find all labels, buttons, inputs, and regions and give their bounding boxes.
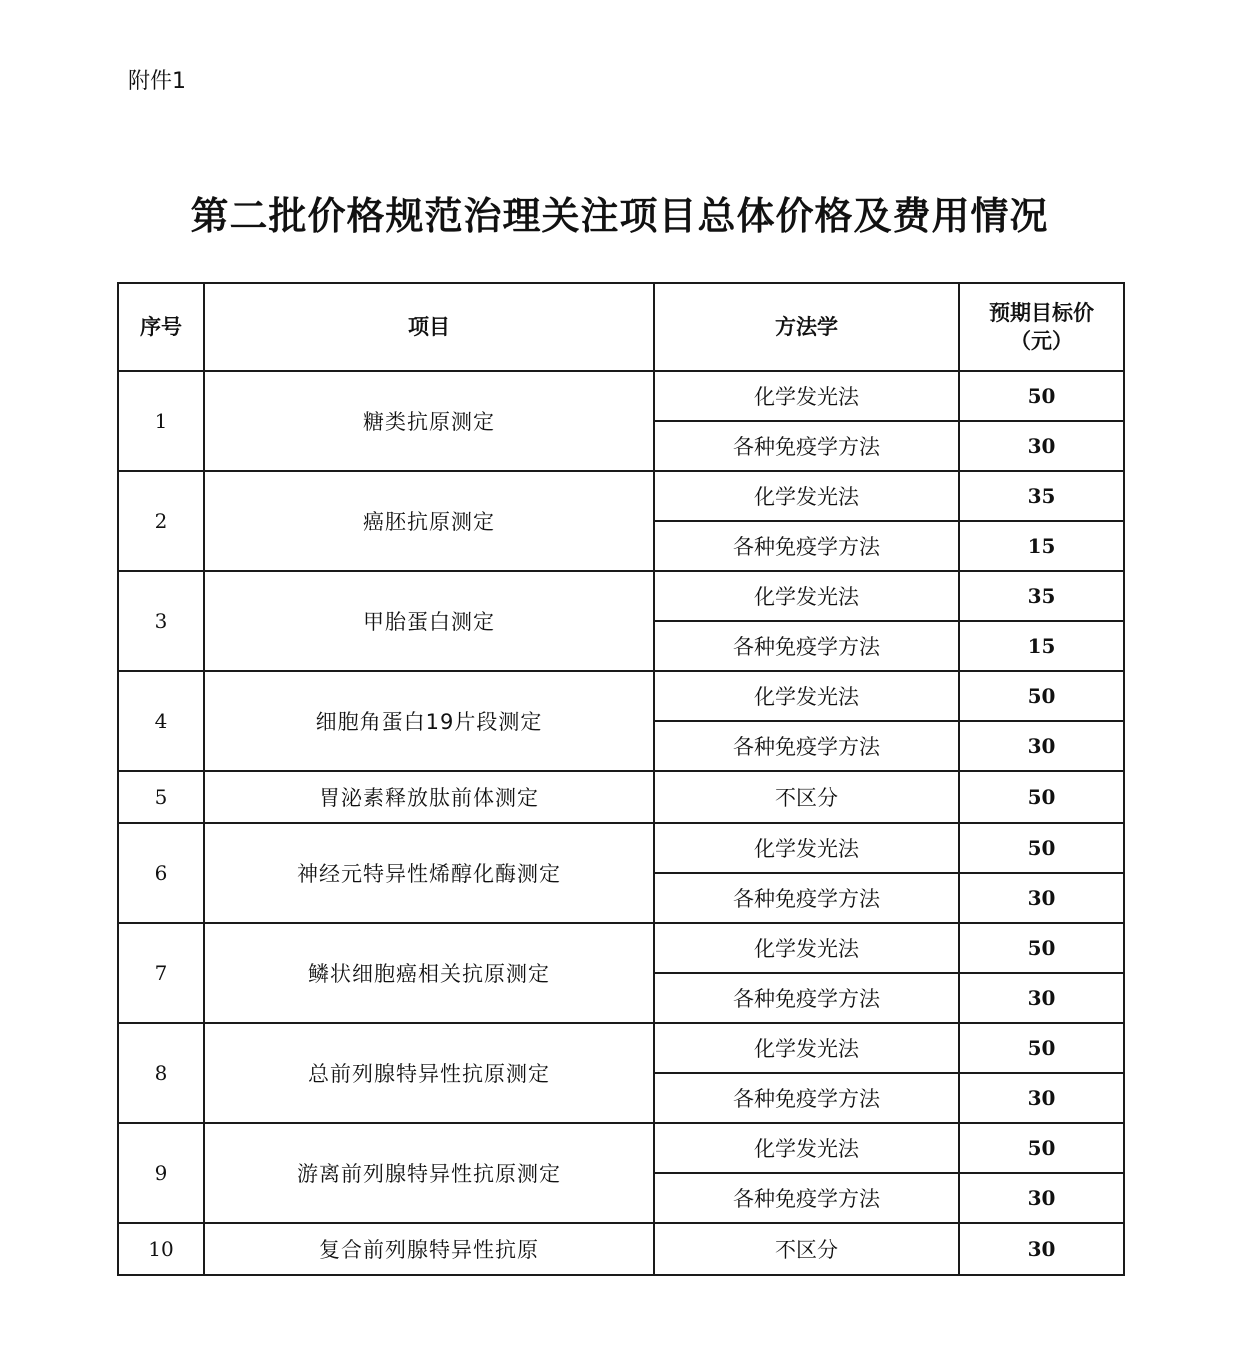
row-item: 胃泌素释放肽前体测定 (204, 771, 654, 823)
table-header-row (118, 283, 1124, 371)
header-method: 方法学 (654, 283, 959, 371)
row-number: 6 (118, 823, 204, 923)
row-method: 化学发光法 (654, 823, 959, 873)
row-method: 各种免疫学方法 (654, 721, 959, 771)
table-row (118, 771, 1124, 823)
row-method: 各种免疫学方法 (654, 873, 959, 923)
table-row (118, 671, 1124, 721)
row-price: 50 (959, 923, 1124, 973)
table-row (118, 1223, 1124, 1275)
table-row (118, 571, 1124, 621)
attachment-label: 附件1 (128, 69, 186, 94)
row-item: 总前列腺特异性抗原测定 (204, 1023, 654, 1123)
table-row (118, 923, 1124, 973)
row-method: 化学发光法 (654, 923, 959, 973)
row-method: 不区分 (654, 771, 959, 823)
row-item: 神经元特异性烯醇化酶测定 (204, 823, 654, 923)
row-item: 甲胎蛋白测定 (204, 571, 654, 671)
row-price: 30 (959, 1173, 1124, 1223)
row-price: 50 (959, 371, 1124, 421)
row-method: 化学发光法 (654, 571, 959, 621)
row-method: 不区分 (654, 1223, 959, 1275)
row-number: 4 (118, 671, 204, 771)
row-method: 化学发光法 (654, 671, 959, 721)
row-price: 50 (959, 1123, 1124, 1173)
row-price: 30 (959, 721, 1124, 771)
row-price: 30 (959, 421, 1124, 471)
row-item: 糖类抗原测定 (204, 371, 654, 471)
row-number: 8 (118, 1023, 204, 1123)
row-price: 30 (959, 873, 1124, 923)
table-row (118, 371, 1124, 421)
row-price: 50 (959, 771, 1124, 823)
row-method: 各种免疫学方法 (654, 521, 959, 571)
row-method: 各种免疫学方法 (654, 1173, 959, 1223)
row-item: 复合前列腺特异性抗原 (204, 1223, 654, 1275)
row-method: 化学发光法 (654, 1123, 959, 1173)
row-method: 各种免疫学方法 (654, 421, 959, 471)
row-item: 鳞状细胞癌相关抗原测定 (204, 923, 654, 1023)
table-row (118, 1023, 1124, 1073)
header-no: 序号 (118, 283, 204, 371)
row-price: 30 (959, 973, 1124, 1023)
table-body (118, 371, 1124, 1275)
table-row (118, 1123, 1124, 1173)
row-price: 30 (959, 1223, 1124, 1275)
row-method: 化学发光法 (654, 471, 959, 521)
row-method: 各种免疫学方法 (654, 1073, 959, 1123)
row-item: 游离前列腺特异性抗原测定 (204, 1123, 654, 1223)
row-price: 35 (959, 471, 1124, 521)
header-price (959, 283, 1124, 371)
row-number: 1 (118, 371, 204, 471)
row-method: 各种免疫学方法 (654, 973, 959, 1023)
row-price: 15 (959, 621, 1124, 671)
row-price: 30 (959, 1073, 1124, 1123)
header-price-line1: 预期目标价 (989, 301, 1094, 325)
row-method: 化学发光法 (654, 1023, 959, 1073)
row-price: 50 (959, 1023, 1124, 1073)
row-price: 50 (959, 671, 1124, 721)
document-title: 第二批价格规范治理关注项目总体价格及费用情况 (190, 193, 1049, 238)
row-price: 35 (959, 571, 1124, 621)
price-table (117, 282, 1125, 1276)
row-number: 7 (118, 923, 204, 1023)
row-number: 5 (118, 771, 204, 823)
row-number: 9 (118, 1123, 204, 1223)
table-row (118, 823, 1124, 873)
row-method: 各种免疫学方法 (654, 621, 959, 671)
row-price: 50 (959, 823, 1124, 873)
row-method: 化学发光法 (654, 371, 959, 421)
row-number: 2 (118, 471, 204, 571)
row-item: 细胞角蛋白19片段测定 (204, 671, 654, 771)
row-price: 15 (959, 521, 1124, 571)
row-number: 10 (118, 1223, 204, 1275)
table-row (118, 471, 1124, 521)
row-number: 3 (118, 571, 204, 671)
header-item: 项目 (204, 283, 654, 371)
header-price-line2: （元） (1010, 329, 1073, 353)
row-item: 癌胚抗原测定 (204, 471, 654, 571)
